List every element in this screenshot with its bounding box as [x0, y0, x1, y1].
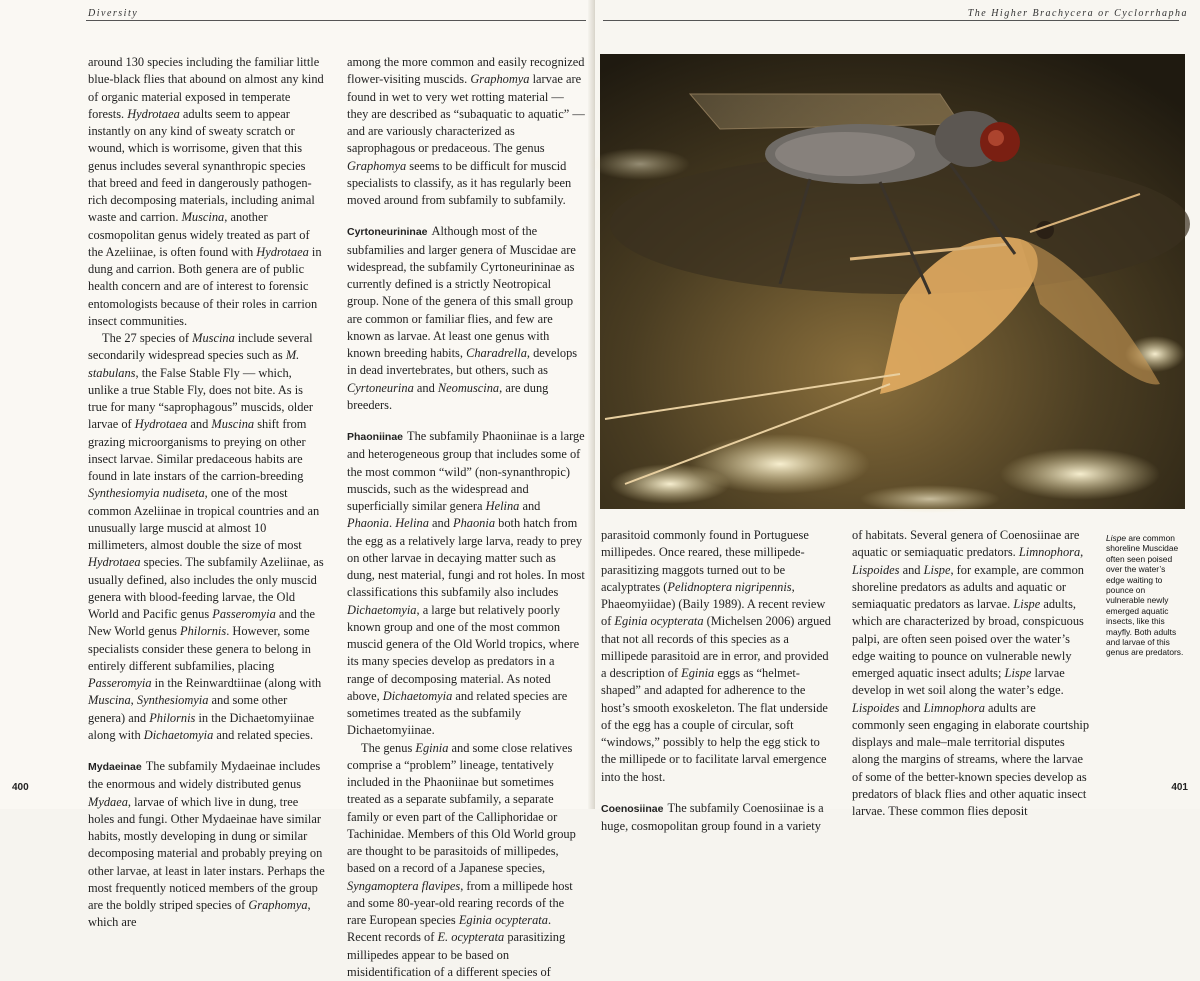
italic-term: Mydaea [88, 795, 128, 809]
text-run: adults are commonly seen engaging in elaborate courtship displays and male–male territorial disputes along the margins of streams, where the larvae of some of the better-known species develop as predators of black flies and other aquatic insect larvae. These common flies deposit [852, 701, 1089, 819]
italic-term: Lispe [1106, 533, 1126, 543]
text-run: are common shoreline Muscidae often seen poised over the water’s edge waiting to pounce on vulnerable newly emerged aquatic insects, like this mayfly. Both adults and larvae of this genus are predators. [1106, 533, 1183, 657]
text-run: , another cosmopolitan genus widely treated as part of the Azeliinae, is often found with [88, 210, 310, 259]
italic-term: Philornis [149, 711, 195, 725]
photo-caption [1106, 533, 1186, 658]
section-heading: Mydaeinae [88, 761, 142, 773]
italic-term: Phaonia [347, 516, 389, 530]
italic-term: Passeromyia [88, 676, 152, 690]
text-run: , one of the most common Azeliinae in tropical countries and an unusually large muscid at almost 10 millimeters, almost double the size of most [88, 486, 319, 552]
text-run: adults, which are characterized by broad, conspicuous palpi, are often seen poised over the water’s edge waiting to pounce on vulnerable newly emerged aquatic insect adults; [852, 597, 1084, 680]
right-column-1 [601, 527, 837, 835]
text-run: The 27 species of [102, 331, 192, 345]
paragraph [88, 54, 325, 330]
text-run: and some close relatives comprise a “problem” lineage, tentatively included in the Phaoniinae but sometimes treated as a separate subfamily, a separate family or even part of the Calliphoridae or Tachinidae. Members of this Old World group are thought to be parasitoids of millipedes, based on a record of a Japanese species, [347, 741, 576, 876]
text-run: around 130 species including the familiar little blue-black flies that abound on almost any kind of organic material exposed in temperate forests. [88, 55, 324, 121]
italic-term: Cyrtoneurina [347, 381, 414, 395]
text-run: and related species. [213, 728, 313, 742]
text-run: parasitoid commonly found in Portuguese millipedes. Once reared, these millipede-parasitizing maggots turned out to be acalyptrates ( [601, 528, 809, 594]
italic-term: Lispoides [852, 701, 900, 715]
section-phaoniinae [347, 428, 585, 740]
text-run: include several secondarily widespread species such as [88, 331, 313, 362]
section-mydaeinae [88, 758, 325, 932]
italic-term: Graphomya [347, 159, 406, 173]
right-column-2 [852, 527, 1090, 820]
paragraph [852, 527, 1090, 820]
text-run: species. The subfamily Azeliinae, as usually defined, also includes the only muscid genera with blood-feeding larvae, the Old World and Pacific genus [88, 555, 324, 621]
text-run: The genus [361, 741, 415, 755]
left-running-head: Diversity [88, 8, 138, 19]
left-header-rule [86, 20, 586, 21]
text-run: The subfamily Phaoniinae is a large and heterogeneous group that includes some of the most common “wild” (non-synanthropic) muscids, such as the widespread and superficially similar genera [347, 429, 585, 513]
text-run: The subfamily Mydaeinae includes the enormous and widely distributed genus [88, 759, 320, 791]
text-run: seems to be difficult for muscid specialists to classify, as it has regularly been moved around from subfamily to subfamily. [347, 159, 571, 208]
italic-term: Lispe [1005, 666, 1032, 680]
italic-term: Helina [486, 499, 520, 513]
italic-term: Lispe [924, 563, 951, 577]
text-run: , which are [88, 898, 311, 929]
italic-term: Eginia ocypterata [614, 614, 703, 628]
left-page [0, 0, 595, 809]
italic-term: Muscina [182, 210, 225, 224]
italic-term: Charadrella [466, 346, 527, 360]
section-coenosiinae [601, 800, 837, 836]
text-run: , Phaeomyiidae) (Baily 1989). A recent review of [601, 580, 825, 629]
italic-term: Eginia [415, 741, 448, 755]
text-run: in the Reinwardtiinae (along with [152, 676, 322, 690]
text-run: and [187, 417, 211, 431]
text-run: , larvae of which live in dung, tree holes and fungi. Other Mydaeinae have similar habits, mostly developing in dung or similar decomposing material and probably preying on other larvae, at least in later instars. Perhaps the most frequently noticed members of the group are the boldly striped species of [88, 795, 325, 913]
italic-term: Muscina [192, 331, 235, 345]
text-run: , [1080, 545, 1083, 559]
right-running-head: The Higher Brachycera or Cyclorrhapha [968, 8, 1188, 19]
text-run: shift from grazing microorganisms to preying on other insect larvae. Similar predaceous habits are found in late instars of the carrion-breeding [88, 417, 306, 483]
text-run: in the Dichaetomyiinae along with [88, 711, 314, 742]
italic-term: Synthesiomyia [137, 693, 209, 707]
italic-term: Helina [395, 516, 429, 530]
section-heading: Phaoniinae [347, 431, 403, 443]
italic-term: Hydrotaea [88, 555, 141, 569]
text-run: eggs as “helmet-shaped” and adapted for adherence to the host’s smooth exoskeleton. The flat underside of the egg has a couple of circular, soft “windows,” possibly to help the egg stick to the millipede or to facilitate larval emergence into the host. [601, 666, 828, 784]
text-run: among the more common and easily recognized flower-visiting muscids. [347, 55, 584, 86]
italic-term: Phaonia [453, 516, 495, 530]
text-run: . [389, 516, 395, 530]
paragraph [347, 54, 585, 209]
italic-term: Hydrotaea [256, 245, 309, 259]
italic-term: Lispe [1013, 597, 1040, 611]
text-run: and [519, 499, 540, 513]
text-run: and related species are sometimes treated as the subfamily Dichaetomyiinae. [347, 689, 567, 738]
photo-illustration [600, 54, 1185, 509]
italic-term: Eginia ocypterata [459, 913, 548, 927]
left-column-2 [347, 54, 585, 981]
italic-term: Dichaetomyia [383, 689, 453, 703]
text-run: larvae are found in wet to very wet rotting material — they are described as “subaquatic to aquatic” — and are variously characterized as saprophagous or predaceous. The genus [347, 72, 585, 155]
italic-term: Neomuscina [438, 381, 499, 395]
text-run: adults seem to appear instantly on any kind of sweaty scratch or wound, which is worrisome, given that this genus includes several synanthropic species that breed and feed in dangerously pathogen-rich decomposing materials, including animal waste and carrion. [88, 107, 315, 225]
italic-term: Muscina [88, 693, 131, 707]
paragraph [601, 527, 837, 786]
italic-term: E. ocypterata [437, 930, 504, 944]
text-run: and the New World genus [88, 607, 315, 638]
section-cyrtoneurininae [347, 223, 585, 414]
italic-term: M. stabulans [88, 348, 299, 379]
italic-term: Dichaetomyia [347, 603, 417, 617]
text-run: , from a millipede host and some 80-year-old rearing records of the rare European species [347, 879, 573, 928]
photo-lispe-fly-on-mayfly [600, 54, 1185, 509]
italic-term: Syngamoptera flavipes [347, 879, 460, 893]
italic-term: Graphomya [248, 898, 307, 912]
italic-term: Hydrotaea [127, 107, 180, 121]
text-run: parasitizing millipedes appear to be based on misidentification of a different species of [347, 930, 565, 979]
italic-term: Philornis [180, 624, 226, 638]
text-run: Although most of the subfamilies and larger genera of Muscidae are widespread, the subfamily Cyrtoneurininae as currently defined is a strictly Neotropical group. None of the genera of this small group are common or familiar flies, and few are known as larvae. At least one genus with known breeding habits, [347, 224, 576, 360]
text-run: . However, some specialists consider these genera to belong in entirely different subfamilies, placing [88, 624, 311, 673]
text-run: , are dung breeders. [347, 381, 548, 412]
text-run: , a large but relatively poorly known group and one of the most common muscid genera of the Old World tropics, where its many species develop as predators in a range of decomposing material. As noted above, [347, 603, 579, 703]
text-run: of habitats. Several genera of Coenosiinae are aquatic or semiaquatic predators. [852, 528, 1079, 559]
text-run: and some other genera) and [88, 693, 287, 724]
paragraph [347, 740, 585, 981]
text-run: both hatch from the egg as a relatively large larva, ready to prey on other larvae in decaying matter such as dung, nest material, fungi and rot holes. In most classifications this subfamily also includes [347, 516, 585, 599]
page-number-left: 400 [12, 782, 29, 793]
text-run: , develops in dead invertebrates, but others, such as [347, 346, 577, 377]
text-run: , the False Stable Fly — which, unlike a true Stable Fly, does not bite. As is true for many “saprophagous” muscids, older larvae of [88, 366, 313, 432]
italic-term: Eginia [681, 666, 714, 680]
text-run: and [900, 701, 924, 715]
paragraph [88, 330, 325, 744]
section-heading: Cyrtoneurininae [347, 226, 428, 238]
italic-term: Hydrotaea [135, 417, 188, 431]
text-run: larvae develop in wet soil along the water’s edge. [852, 666, 1065, 697]
text-run: The subfamily Coenosiinae is a huge, cosmopolitan group found in a variety [601, 801, 824, 833]
italic-term: Passeromyia [212, 607, 276, 621]
left-column-1 [88, 54, 325, 932]
text-run: , for example, are common shoreline predators as adults and aquatic or semiaquatic predators as larvae. [852, 563, 1084, 612]
italic-term: Muscina [211, 417, 254, 431]
text-run: and [900, 563, 924, 577]
text-run: (Michelsen 2006) argued that not all records of this species as a millipede parasitoid are in error, and provided a description of [601, 614, 831, 680]
italic-term: Lispoides [852, 563, 900, 577]
section-heading: Coenosiinae [601, 803, 663, 815]
italic-term: Dichaetomyia [144, 728, 214, 742]
right-header-rule [603, 20, 1179, 21]
page-number-right: 401 [1171, 782, 1188, 793]
italic-term: Synthesiomyia nudiseta [88, 486, 205, 500]
text-run: . Recent records of [347, 913, 551, 944]
text-run: and [429, 516, 453, 530]
italic-term: Limnophora [1019, 545, 1080, 559]
text-run: and [414, 381, 438, 395]
italic-term: Pelidnoptera nigripennis [667, 580, 791, 594]
italic-term: Limnophora [924, 701, 985, 715]
text-run: in dung and carrion. Both genera are of public health concern and are of interest to forensic entomologists because of their roles in carrion insect communities. [88, 245, 322, 328]
text-run: , [131, 693, 137, 707]
italic-term: Graphomya [470, 72, 529, 86]
